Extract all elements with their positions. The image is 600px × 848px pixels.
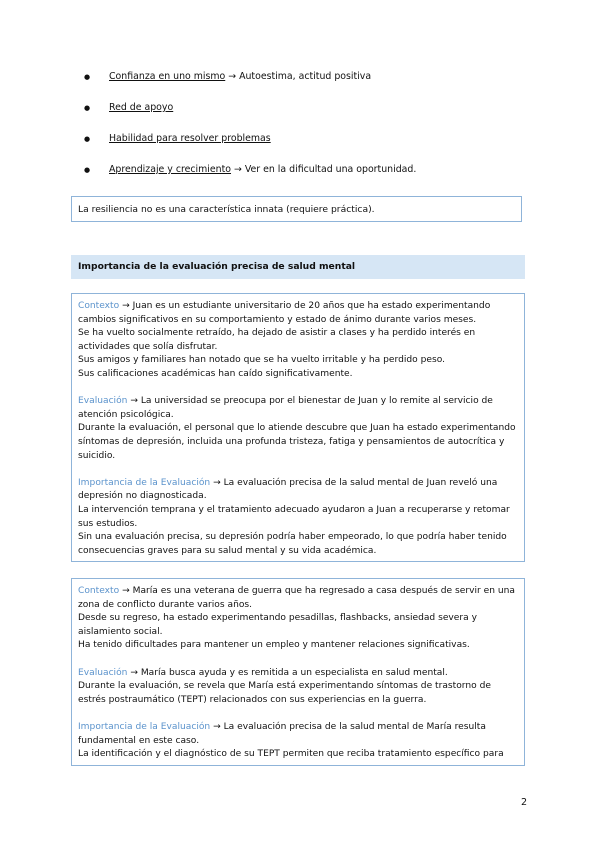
evaluation-label: Evaluación: [78, 667, 128, 678]
evaluation-block: [78, 667, 518, 708]
case-study-maria: [71, 578, 525, 766]
resilience-note-box: La resiliencia no es una característica innata (requiere práctica).: [71, 196, 522, 222]
importance-lead: → La evaluación precisa de la salud mental de María resulta fundamental en este caso.: [78, 721, 486, 746]
importance-block: [78, 477, 518, 559]
context-label: Contexto: [78, 586, 120, 596]
bullet-item: [84, 70, 554, 101]
context-line: Sus amigos y familiares han notado que se ha vuelto irritable y ha perdido peso.: [78, 355, 446, 366]
context-block: [78, 300, 518, 382]
evaluation-line: Durante la evaluación, el personal que lo atiende descubre que Juan ha estado experimentando síntomas de depresión, incluida una profunda tristeza, fatiga y pensamientos de autocrítica y suicidio.: [78, 423, 516, 461]
context-label: Contexto: [78, 301, 120, 311]
context-lead: → María es una veterana de guerra que ha regresado a casa después de servir en una zona de conflicto durante varios años.: [78, 586, 515, 610]
importance-line: La intervención temprana y el tratamiento adecuado ayudaron a Juan a recuperarse y retomar sus estudios.: [78, 504, 510, 529]
importance-block: [78, 721, 518, 762]
bullet-term: Confianza en uno mismo: [109, 71, 226, 82]
importance-label: Importancia de la Evaluación: [78, 477, 211, 488]
evaluation-block: [78, 395, 518, 463]
bullet-term: Habilidad para resolver problemas: [109, 133, 271, 144]
bullet-item: [84, 132, 554, 163]
section-heading: Importancia de la evaluación precisa de salud mental: [71, 255, 525, 279]
importance-line: Sin una evaluación precisa, su depresión podría haber empeorado, lo que podría haber tenido consecuencias graves para su salud mental y su vida académica.: [78, 532, 507, 556]
context-line: Se ha vuelto socialmente retraído, ha dejado de asistir a clases y ha perdido interés en actividades que solía disfrutar.: [78, 328, 476, 352]
bullet-item: [84, 101, 554, 132]
bullet-item: [84, 163, 554, 194]
bullet-desc: → Ver en la dificultad una oportunidad.: [234, 164, 417, 175]
bullet-term: Red de apoyo: [109, 102, 174, 113]
importance-label: Importancia de la Evaluación: [78, 721, 211, 732]
evaluation-lead: → María busca ayuda y es remitida a un especialista en salud mental.: [130, 667, 448, 678]
context-line: Desde su regreso, ha estado experimentando pesadillas, flashbacks, ansiedad severa y aislamiento social.: [78, 613, 477, 637]
bullet-desc: → Autoestima, actitud positiva: [228, 71, 372, 82]
importance-lead: → La evaluación precisa de la salud mental de Juan reveló una depresión no diagnosticada.: [78, 477, 498, 502]
case-study-juan: [71, 293, 525, 562]
page-number: 2: [521, 797, 528, 808]
resilience-bullet-list: [84, 70, 554, 194]
importance-line: La identificación y el diagnóstico de su TEPT permiten que reciba tratamiento específico para: [78, 749, 504, 760]
evaluation-label: Evaluación: [78, 396, 128, 407]
bullet-term: Aprendizaje y crecimiento: [109, 164, 232, 175]
context-block: [78, 585, 518, 653]
context-lead: → Juan es un estudiante universitario de 20 años que ha estado experimentando cambios significativos en su comportamiento y estado de ánimo durante varios meses.: [78, 301, 491, 325]
context-line: Ha tenido dificultades para mantener un empleo y mantener relaciones significativas.: [78, 640, 470, 651]
evaluation-lead: → La universidad se preocupa por el bienestar de Juan y lo remite al servicio de atención psicológica.: [78, 396, 493, 420]
context-line: Sus calificaciones académicas han caído significativamente.: [78, 368, 353, 379]
evaluation-line: Durante la evaluación, se revela que María está experimentando síntomas de trastorno de estrés postraumático (TEPT) relacionados con sus experiencias en la guerra.: [78, 681, 491, 705]
